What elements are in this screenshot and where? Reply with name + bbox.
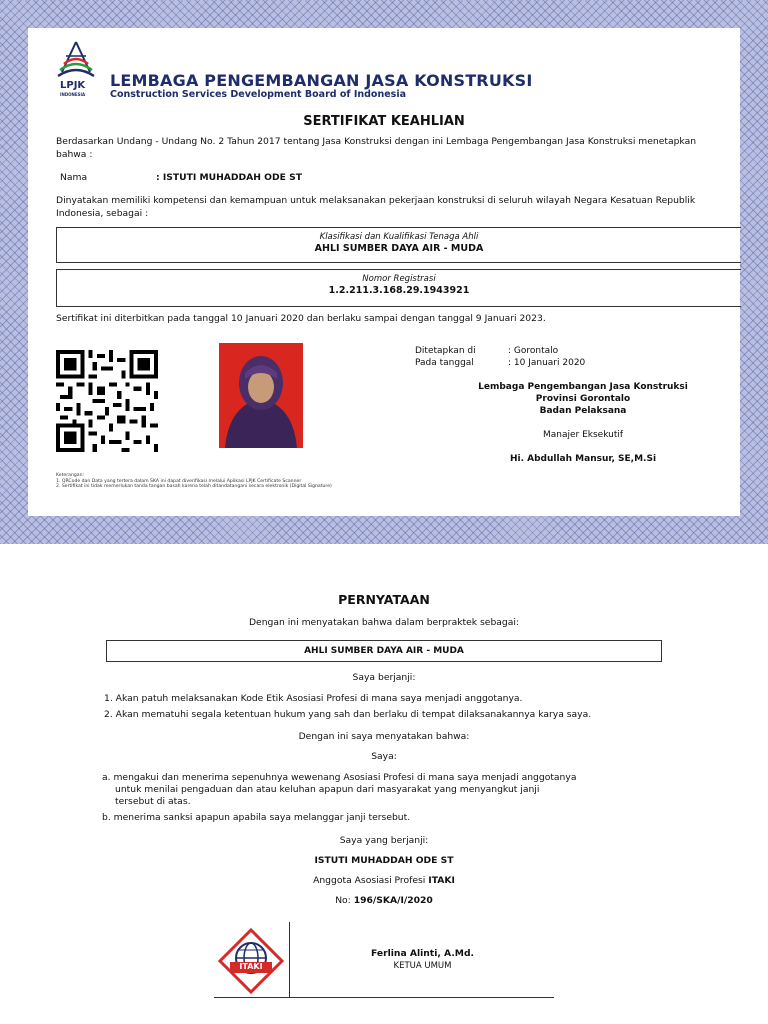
registration-box <box>56 269 741 307</box>
note-2: 2. Sertifikat ini tidak memerlukan tanda tangan basah karena telah ditandatangani secara elektronik (Digital Signature) <box>56 484 332 489</box>
certificate-page <box>28 28 740 516</box>
classification-label: Klasifikasi dan Kualifikasi Tenaga Ahli <box>319 232 479 242</box>
logo-country: INDONESIA <box>60 92 86 97</box>
declaration-item-b: b. menerima sanksi apapun apabila saya melanggar janji tersebut. <box>102 812 411 823</box>
registration-label: Nomor Registrasi <box>362 274 436 284</box>
number-prefix: No: <box>335 895 351 906</box>
profession-value: AHLI SUMBER DAYA AIR - MUDA <box>304 646 464 656</box>
person-photo-icon <box>219 343 303 448</box>
certificate-title: SERTIFIKAT KEAHLIAN <box>303 114 465 129</box>
classification-value: AHLI SUMBER DAYA AIR - MUDA <box>314 243 484 254</box>
issuer-block <box>408 381 758 417</box>
certificate-intro: Berdasarkan Undang - Undang No. 2 Tahun 2017 tentang Jasa Konstruksi dengan ini Lembaga Pengembangan Jasa Konstruksi menetapkan bahwa : <box>56 136 697 160</box>
issued-at-label: Ditetapkan di <box>415 346 476 356</box>
org-name-en: Construction Services Development Board of Indonesia <box>110 89 406 100</box>
number-value: 196/SKA/I/2020 <box>353 895 433 906</box>
signatory-name: Hi. Abdullah Mansur, SE,M.Si <box>509 454 657 464</box>
member-of-prefix: Anggota Asosiasi Profesi <box>313 875 426 886</box>
signature-divider-vertical <box>289 922 290 998</box>
notes-title: Keterangan: <box>56 473 85 478</box>
declare-label: Dengan ini saya menyatakan bahwa: <box>298 731 470 742</box>
chair-title: KETUA UMUM <box>393 961 452 971</box>
chair-name: Ferlina Alinti, A.Md. <box>370 948 475 959</box>
name-value: : ISTUTI MUHADDAH ODE ST <box>156 172 302 183</box>
name-label: Nama <box>60 172 88 183</box>
itaki-logo-text: ITAKI <box>239 962 263 971</box>
classification-box <box>56 227 741 263</box>
declaration-item-a-end: tersebut di atas. <box>115 796 191 807</box>
signatory-position: Manajer Eksekutif <box>542 430 624 440</box>
validity-text: Sertifikat ini diterbitkan pada tanggal 10 Januari 2020 dan berlaku sampai dengan tanggal 9 Januari 2023. <box>56 313 546 324</box>
logo-acronym: LPJK <box>60 80 86 91</box>
notes <box>56 473 332 490</box>
statement-title: PERNYATAAN <box>338 592 430 607</box>
profession-box <box>106 640 662 662</box>
itaki-logo-icon <box>218 928 284 994</box>
issuer-line-2: Provinsi Gorontalo <box>535 394 631 404</box>
association-name: ITAKI <box>428 875 455 886</box>
saya-label: Saya: <box>371 751 397 762</box>
declaration-item-a-cont: untuk menilai pengaduan dan atau keluhan apapun dari masyarakat yang menyangkut janji <box>115 784 540 795</box>
issued-date-value: : 10 Januari 2020 <box>508 358 586 368</box>
org-name: LEMBAGA PENGEMBANGAN JASA KONSTRUKSI <box>110 71 533 90</box>
statement-intro: Dengan ini menyatakan bahwa dalam berpraktek sebagai: <box>248 617 520 628</box>
promise-item: 2. Akan mematuhi segala ketentuan hukum yang sah dan berlaku di tempat dilaksanakannya karya saya. <box>104 709 592 720</box>
competence-statement: Dinyatakan memiliki kompetensi dan kemampuan untuk melaksanakan pekerjaan konstruksi di seluruh wilayah Negara Kesatuan Republik Indonesia, sebagai : <box>56 195 696 219</box>
issuer-line-1: Lembaga Pengembangan Jasa Konstruksi <box>478 382 688 392</box>
promise-list <box>104 691 591 723</box>
promise-item: 1. Akan patuh melaksanakan Kode Etik Asosiasi Profesi di mana saya menjadi anggotanya. <box>104 693 523 704</box>
signature-divider-horizontal <box>214 997 554 998</box>
declaration-item-a: a. mengakui dan menerima sepenuhnya wewenang Asosiasi Profesi di mana saya menjadi anggotanya <box>102 772 577 783</box>
issuer-line-3: Badan Pelaksana <box>539 406 627 416</box>
issued-at-value: : Gorontalo <box>508 346 559 356</box>
note-1: 1. QRCode dan Data yang tertera dalam SKA ini dapat diverifikasi melalui Aplikasi LPJK Certificate Scanner <box>56 478 302 484</box>
holder-photo <box>219 343 303 448</box>
member-of <box>0 875 768 886</box>
issued-date-label: Pada tanggal <box>415 358 474 368</box>
declaration-list <box>102 772 576 824</box>
qr-code <box>56 350 158 452</box>
signed-label: Saya yang berjanji: <box>339 835 429 846</box>
member-name: ISTUTI MUHADDAH ODE ST <box>314 855 454 866</box>
registration-value: 1.2.211.3.168.29.1943921 <box>328 285 470 296</box>
promise-label: Saya berjanji: <box>352 672 416 683</box>
member-number <box>0 895 768 906</box>
